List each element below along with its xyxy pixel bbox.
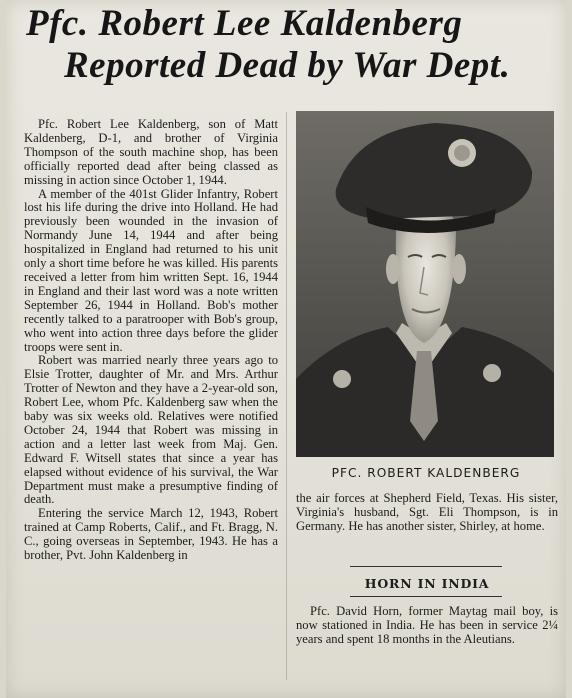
article-body (24, 118, 278, 563)
brief-headline: HORN IN INDIA (364, 576, 490, 591)
column-divider (286, 112, 287, 680)
article-paragraph-4: Entering the service March 12, 1943, Robert trained at Camp Roberts, Calif., and Ft. Bragg, N. C., going overseas in September, 1943. He has a brother, Pvt. John Kaldenberg in (24, 506, 278, 563)
section-divider-top (350, 566, 502, 567)
article-paragraph-2: A member of the 401st Glider Infantry, Robert lost his life during the drive into Holland. He had previously been wounded in the invasion of Normandy June 14, 1944 and after being hospitalized in England had returned to his unit only a short time before he was killed. His parents received a letter from him written Sept. 16, 1944 in England and their last word was a note written September 26, 1944 in Holland. Bob's mother recently talked to a paratrooper with Bob's group, who went into action three days before the glider troops were sent in. (24, 186, 278, 354)
headline-line-1: Pfc. Robert Lee Kaldenberg (26, 3, 463, 44)
article-continuation-column (296, 491, 558, 533)
photo-caption: PFC. ROBERT KALDENBERG (331, 466, 521, 480)
soldier-portrait-photo (296, 111, 554, 457)
section-divider-bottom (350, 596, 502, 597)
article-continuation: the air forces at Shepherd Field, Texas. His sister, Virginia's husband, Sgt. Eli Thompson, is in Germany. He has another sister, Shirley, at home. (296, 491, 558, 534)
portrait-illustration (296, 111, 554, 457)
article-paragraph-3: Robert was married nearly three years ago to Elsie Trotter, daughter of Mr. and Mrs. Arthur Trotter of Newton and they have a 2-year-old son, Robert Lee, whom Pfc. Kaldenberg saw when the baby was six weeks old. Relatives were notified October 24, 1944 that Robert was missing in action and a letter last week from Maj. Gen. Edward F. Witsell states that since a year has elapsed without evidence of his survival, the War Department must make a presumptive finding of death. (24, 353, 278, 507)
headline-line-2: Reported Dead by War Dept. (64, 45, 511, 86)
brief-body (296, 604, 558, 646)
brief-text: Pfc. David Horn, former Maytag mail boy, is now stationed in India. He has been in service 2¼ years and spent 18 months in the Aleutians. (296, 604, 558, 647)
article-paragraph-1: Pfc. Robert Lee Kaldenberg, son of Matt Kaldenberg, D-1, and brother of Virginia Thompson of the south machine shop, has been officially reported dead after being classed as missing in action since October 1, 1944. (24, 117, 278, 187)
